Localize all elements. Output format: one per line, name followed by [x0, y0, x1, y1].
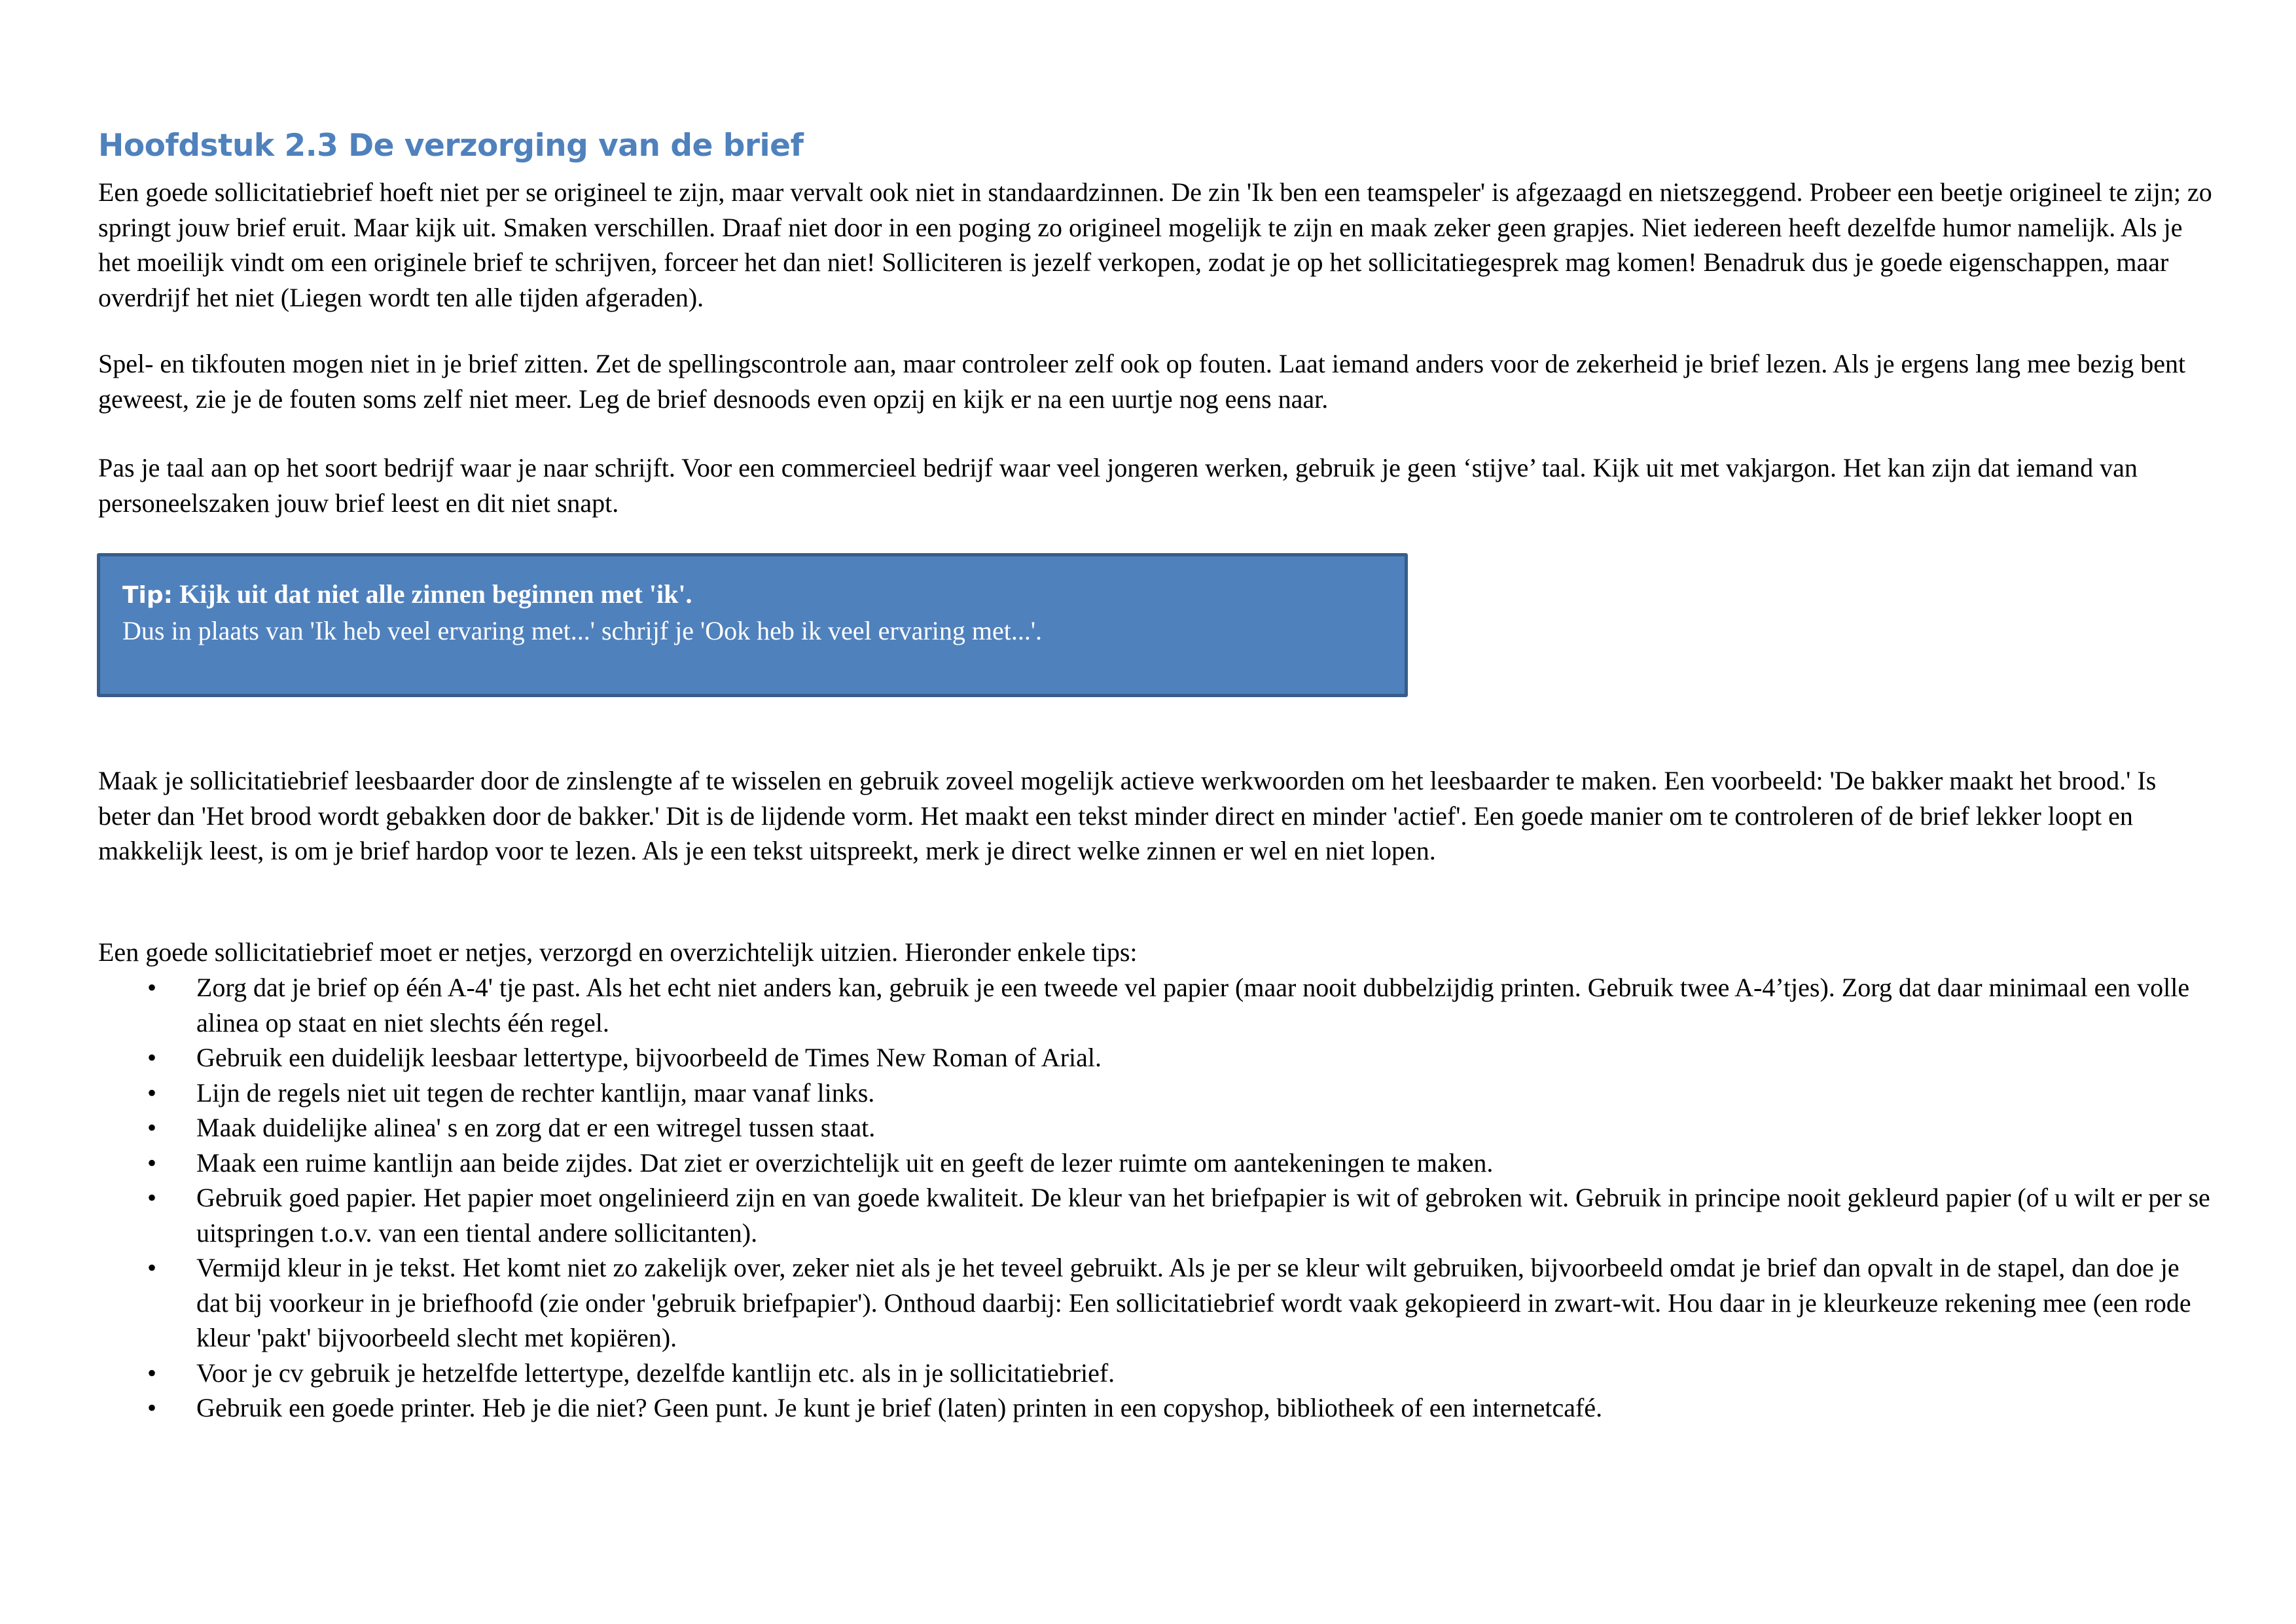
bullet-icon: • [147, 1358, 156, 1388]
bullet-icon: • [147, 1147, 156, 1178]
bullet-icon: • [147, 973, 156, 1002]
tip-heading [122, 577, 1405, 613]
list-item [98, 1040, 2212, 1075]
list-item [98, 1250, 2212, 1356]
list-item-text: Gebruik een goede printer. Heb je die niet? Geen punt. Je kunt je brief (laten) printen in een copyshop, bibliotheek of een internetcafé. [196, 1393, 1603, 1422]
tip-label: Tip: [122, 582, 173, 609]
list-item [98, 1110, 2212, 1146]
list-item-text: Voor je cv gebruik je hetzelfde lettertype, dezelfde kantlijn etc. als in je sollicitatiebrief. [196, 1358, 1115, 1388]
bullet-icon: • [147, 1183, 156, 1212]
list-item [98, 970, 2212, 1040]
bullet-icon: • [147, 1043, 156, 1072]
tips-list [98, 970, 2212, 1426]
tip-text: Dus in plaats van 'Ik heb veel ervaring met...' schrijf je 'Ook heb ik veel ervaring met...'. [122, 616, 1043, 645]
list-item [98, 1146, 2212, 1181]
list-item-text: Gebruik een duidelijk leesbaar lettertype, bijvoorbeeld de Times New Roman of Arial. [196, 1043, 1102, 1072]
list-item-text: Maak duidelijke alinea' s en zorg dat er een witregel tussen staat. [196, 1113, 876, 1142]
list-item-text: Vermijd kleur in je tekst. Het komt niet zo zakelijk over, zeker niet als je het teveel gebruikt. Als je per se kleur wilt gebruiken, bijvoorbeeld omdat je brief dan opvalt in de stapel, dan doe je dat bij voorkeur in je briefhoofd (zie onder 'gebruik briefpapier'). Onthoud daarbij: Een sollicitatiebrief wordt vaak gekopieerd in zwart-wit. Hou daar in je kleurkeuze rekening mee (een rode kleur 'pakt' bijvoorbeeld slecht met kopiëren). [196, 1253, 2191, 1352]
list-item [98, 1356, 2212, 1391]
list-item-text: Zorg dat je brief op één A-4' tje past. Als het echt niet anders kan, gebruik je een tweede vel papier (maar nooit dubbelzijdig printen. Gebruik twee A-4’tjes). Zorg dat daar minimaal een volle alinea op staat en niet slechts één regel. [196, 973, 2190, 1038]
bullet-icon: • [147, 1077, 156, 1108]
paragraph-spelling: Spel- en tikfouten mogen niet in je brief zitten. Zet de spellingscontrole aan, maar controleer zelf ook op fouten. Laat iemand anders voor de zekerheid je brief lezen. Als je ergens lang mee bezig bent geweest, zie je de fouten soms zelf niet meer. Leg de brief desnoods even opzij en kijk er na een uurtje nog eens naar. [98, 349, 2186, 414]
list-item-text: Gebruik goed papier. Het papier moet ongelinieerd zijn en van goede kwaliteit. De kleur van het briefpapier is wit of gebroken wit. Gebruik in principe nooit gekleurd papier (of u wilt er per se uitspringen t.o.v. van een tiental andere sollicitanten). [196, 1183, 2210, 1248]
bullet-icon: • [147, 1253, 156, 1282]
paragraph-language: Pas je taal aan op het soort bedrijf waar je naar schrijft. Voor een commercieel bedrijf waar veel jongeren werken, gebruik je geen ‘stijve’ taal. Kijk uit met vakjargon. Het kan zijn dat iemand van personeelszaken jouw brief leest en dit niet snapt. [98, 453, 2138, 518]
list-item [98, 1180, 2212, 1250]
bullet-icon: • [147, 1393, 156, 1422]
tip-title: Kijk uit dat niet alle zinnen beginnen met 'ik'. [179, 579, 692, 609]
list-item-text: Lijn de regels niet uit tegen de rechter kantlijn, maar vanaf links. [196, 1077, 875, 1108]
paragraph-readability: Maak je sollicitatiebrief leesbaarder door de zinslengte af te wisselen en gebruik zoveel mogelijk actieve werkwoorden om het leesbaarder te maken. Een voorbeeld: 'De bakker maakt het brood.' Is beter dan 'Het brood wordt gebakken door de bakker.' Dit is de lijdende vorm. Het maakt een tekst minder direct en minder 'actief'. Een goede manier om te controleren of de brief lekker loopt en makkelijk leest, is om je brief hardop voor te lezen. Als je een tekst uitspreekt, merk je direct welke zinnen er wel en niet lopen. [98, 766, 2157, 865]
bullet-icon: • [147, 1113, 156, 1142]
paragraph-tips-intro: Een goede sollicitatiebrief moet er netjes, verzorgd en overzichtelijk uitzien. Hieronder enkele tips: [98, 937, 1138, 967]
list-item [98, 1390, 2212, 1426]
paragraph-originality: Een goede sollicitatiebrief hoeft niet per se origineel te zijn, maar vervalt ook niet in standaardzinnen. De zin 'Ik ben een teamspeler' is afgezaagd en nietszeggend. Probeer een beetje origineel te zijn; zo springt jouw brief eruit. Maar kijk uit. Smaken verschillen. Draaf niet door in een poging zo origineel mogelijk te zijn en maak zeker geen grapjes. Niet iedereen heeft dezelfde humor namelijk. Als je het moeilijk vindt om een originele brief te schrijven, forceer het dan niet! Solliciteren is jezelf verkopen, zodat je op het sollicitatiegesprek mag komen! Benadruk dus je goede eigenschappen, maar overdrijf het niet (Liegen wordt ten alle tijden afgeraden). [98, 177, 2212, 312]
list-item-text: Maak een ruime kantlijn aan beide zijdes. Dat ziet er overzichtelijk uit en geeft de lezer ruimte om aantekeningen te maken. [196, 1147, 1494, 1178]
list-item [98, 1075, 2212, 1111]
page-title: Hoofdstuk 2.3 De verzorging van de brief [98, 128, 804, 164]
tip-box [97, 553, 1408, 697]
